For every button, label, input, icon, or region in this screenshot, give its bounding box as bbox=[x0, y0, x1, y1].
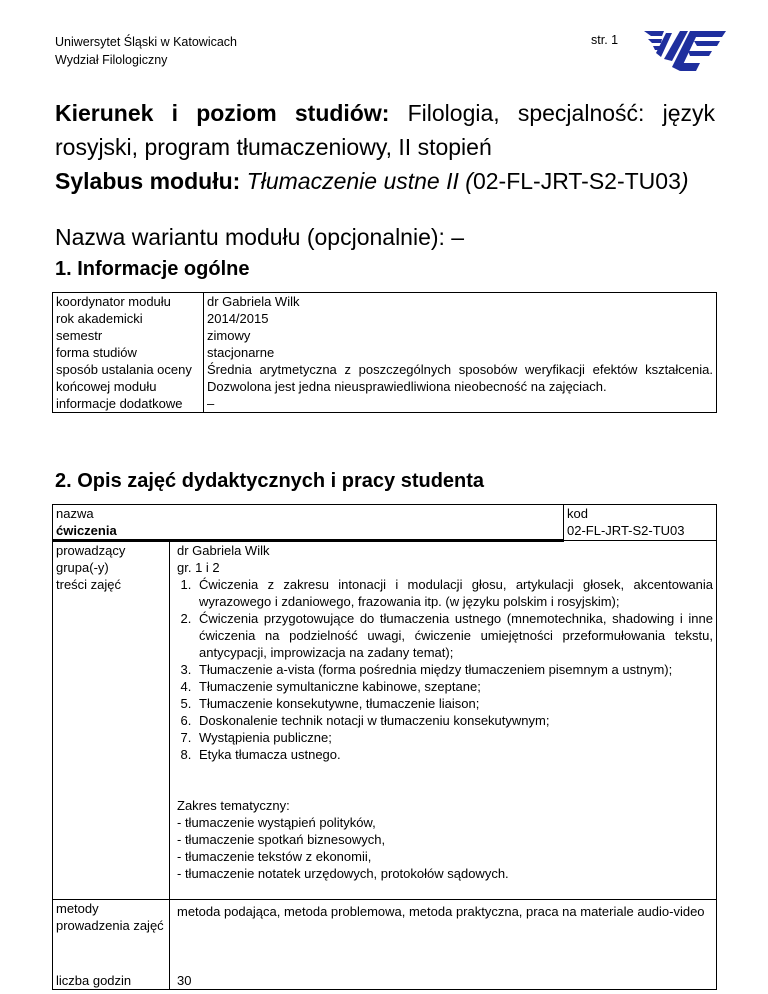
methods-label: metody prowadzenia zajęć bbox=[53, 900, 170, 971]
row-value: zimowy bbox=[204, 327, 717, 344]
general-info-table bbox=[52, 292, 717, 413]
hours-value: 30 bbox=[170, 970, 717, 990]
study-direction-heading bbox=[55, 96, 715, 164]
theme-item: - tłumaczenie wystąpień polityków, bbox=[177, 815, 376, 830]
row-label: informacje dodatkowe bbox=[53, 395, 204, 413]
hours-label: liczba godzin bbox=[53, 970, 170, 990]
code-cell bbox=[564, 505, 717, 541]
table-row bbox=[53, 559, 717, 576]
faculty-name: Wydział Filologiczny bbox=[55, 53, 168, 67]
table-row bbox=[53, 327, 717, 344]
variant-heading: Nazwa wariantu modułu (opcjonalnie): – bbox=[55, 224, 465, 250]
row-value: Średnia arytmetyczna z poszczególnych sposobów weryfikacji efektów kształcenia. Dozwolona jest jedna nieusprawiedliwiona nieobecność na zajęciach. bbox=[204, 361, 717, 395]
table-row bbox=[53, 361, 717, 395]
list-item: 2. Ćwiczenia przygotowujące do tłumaczenia ustnego (mnemotechnika, shadowing i inne ćwiczenia na podzielność uwagi, ćwiczenie umiejętności przeformułowania tekstu, antycypacji, improwizacja na zadany temat); bbox=[195, 610, 713, 661]
table-row bbox=[53, 970, 717, 990]
syllabus-label: Sylabus modułu: bbox=[55, 168, 241, 194]
study-direction-label: Kierunek i poziom studiów: bbox=[55, 100, 390, 126]
name-value: ćwiczenia bbox=[56, 523, 117, 538]
list-item: 5. Tłumaczenie konsekutywne, tłumaczenie liaison; bbox=[195, 695, 713, 712]
list-item: 1. Ćwiczenia z zakresu intonacji i modulacji głosu, artykulacji głosek, akcentowania wyrazowego i zdaniowego, frazowania itp. (w języku polskim i rosyjskim); bbox=[195, 576, 713, 610]
row-label: sposób ustalania oceny końcowej modułu bbox=[53, 361, 204, 395]
module-name: Tłumaczenie ustne II ( bbox=[240, 168, 473, 194]
code-value: 02-FL-JRT-S2-TU03 bbox=[567, 523, 685, 538]
content-label: treści zajęć bbox=[53, 576, 170, 900]
methods-value: metoda podająca, metoda problemowa, metoda praktyczna, praca na materiale audio-video bbox=[170, 900, 717, 971]
theme-item: - tłumaczenie notatek urzędowych, protokołów sądowych. bbox=[177, 866, 509, 881]
study-direction-value: Filologia, specjalność: język rosyjski, program tłumaczeniowy, II stopień bbox=[55, 100, 716, 160]
table-row bbox=[53, 541, 717, 560]
row-value: 2014/2015 bbox=[204, 310, 717, 327]
table-row bbox=[53, 310, 717, 327]
section-general-title: 1. Informacje ogólne bbox=[55, 258, 250, 280]
groups-value: gr. 1 i 2 bbox=[170, 559, 717, 576]
code-label: kod bbox=[567, 506, 588, 521]
content-list bbox=[177, 576, 713, 763]
row-value: dr Gabriela Wilk bbox=[204, 293, 717, 311]
university-name: Uniwersytet Śląski w Katowicach bbox=[55, 35, 238, 49]
groups-label: grupa(-y) bbox=[53, 559, 170, 576]
name-label: nazwa bbox=[56, 506, 94, 521]
table-row bbox=[53, 900, 717, 971]
list-item: 6. Doskonalenie technik notacji w tłumaczeniu konsekutywnym; bbox=[195, 712, 713, 729]
content-cell bbox=[170, 576, 717, 900]
table-row bbox=[53, 344, 717, 361]
list-item: 8. Etyka tłumacza ustnego. bbox=[195, 746, 713, 763]
row-value: stacjonarne bbox=[204, 344, 717, 361]
row-value: – bbox=[204, 395, 717, 413]
table-row bbox=[53, 505, 717, 541]
row-label: koordynator modułu bbox=[53, 293, 204, 311]
table-row bbox=[53, 576, 717, 900]
section-classes-title: 2. Opis zajęć dydaktycznych i pracy studenta bbox=[55, 470, 485, 492]
university-logo bbox=[642, 27, 728, 75]
classes-table bbox=[52, 504, 717, 990]
row-label: forma studiów bbox=[53, 344, 204, 361]
themes-title: Zakres tematyczny: bbox=[177, 798, 290, 813]
module-code-close: ) bbox=[680, 168, 689, 194]
teacher-value: dr Gabriela Wilk bbox=[170, 541, 717, 560]
syllabus-heading bbox=[55, 166, 689, 196]
header-left bbox=[55, 33, 237, 69]
row-label: rok akademicki bbox=[53, 310, 204, 327]
row-label: semestr bbox=[53, 327, 204, 344]
list-item: 4. Tłumaczenie symultaniczne kabinowe, szeptane; bbox=[195, 678, 713, 695]
theme-item: - tłumaczenie spotkań biznesowych, bbox=[177, 832, 386, 847]
module-code: 02-FL-JRT-S2-TU03 bbox=[472, 168, 681, 194]
teacher-label: prowadzący bbox=[53, 541, 170, 560]
list-item: 7. Wystąpienia publiczne; bbox=[195, 729, 713, 746]
name-cell bbox=[53, 505, 564, 541]
list-item: 3. Tłumaczenie a-vista (forma pośrednia między tłumaczeniem pisemnym a ustnym); bbox=[195, 661, 713, 678]
theme-item: - tłumaczenie tekstów z ekonomii, bbox=[177, 849, 372, 864]
page-number: str. 1 bbox=[591, 33, 619, 47]
table-row bbox=[53, 293, 717, 311]
table-row bbox=[53, 395, 717, 413]
